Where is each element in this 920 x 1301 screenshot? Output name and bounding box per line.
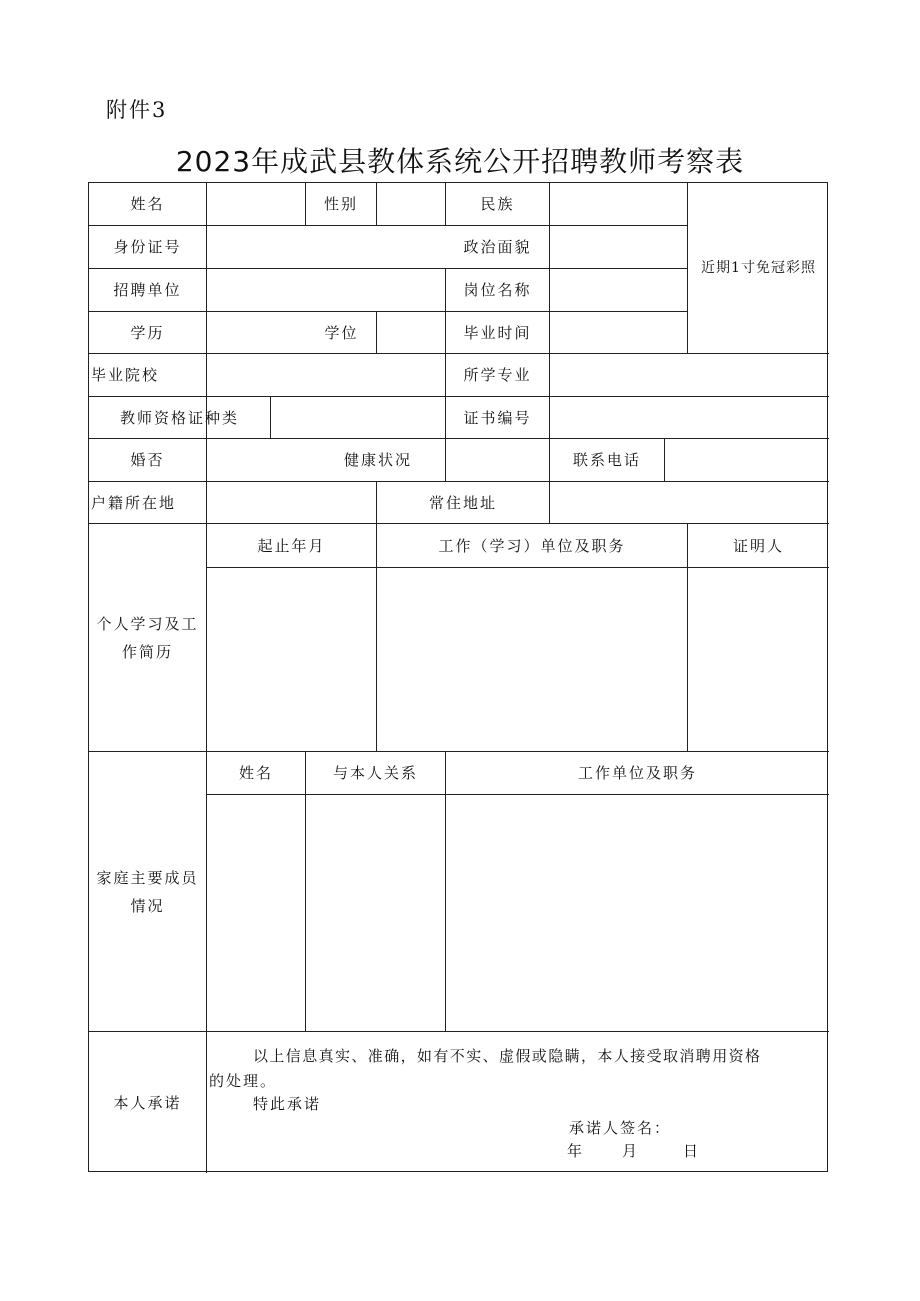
resume-label-line1: 个人学习及工 [96, 614, 199, 633]
promise-label: 本人承诺 [113, 1093, 182, 1112]
major-label: 所学专业 [463, 366, 532, 384]
degree-label: 学位 [324, 323, 359, 342]
attachment-label: 附件3 [106, 98, 168, 122]
address-label: 常住地址 [428, 493, 497, 512]
employer-field[interactable] [207, 269, 445, 311]
promise-text-line3: 特此承诺 [253, 1095, 322, 1113]
inspection-form [88, 182, 828, 1172]
family-unit-field[interactable] [446, 795, 829, 1031]
family-section-label [89, 752, 206, 1031]
family-unit-header: 工作单位及职务 [577, 764, 697, 782]
resume-section-label [89, 524, 206, 751]
gender-label: 性别 [323, 195, 358, 213]
ethnicity-label: 民族 [480, 195, 515, 213]
cert-number-field[interactable] [550, 397, 829, 438]
photo-placeholder: 近期1寸免冠彩照 [701, 260, 816, 276]
major-field[interactable] [550, 354, 829, 396]
date-year-label: 年 [567, 1142, 585, 1160]
gender-field[interactable] [377, 183, 445, 225]
marital-status-label: 婚否 [130, 451, 165, 469]
resume-period-field[interactable] [207, 568, 376, 751]
id-number-field[interactable] [207, 226, 445, 268]
marital-status-field[interactable] [207, 439, 297, 481]
graduate-school-label: 毕业院校 [91, 366, 160, 384]
political-status-label: 政治面貌 [463, 238, 532, 256]
family-name-header: 姓名 [238, 764, 273, 782]
name-label: 姓名 [130, 195, 165, 213]
post-name-field[interactable] [550, 269, 687, 311]
education-label: 学历 [130, 323, 165, 342]
family-label-line1: 家庭主要成员 [96, 868, 199, 887]
family-relation-field[interactable] [306, 795, 445, 1031]
date-day-label: 日 [683, 1142, 701, 1160]
resume-witness-header: 证明人 [732, 536, 784, 555]
teacher-cert-type-field[interactable] [271, 397, 445, 438]
address-field[interactable] [550, 482, 829, 523]
health-status-label: 健康状况 [343, 451, 412, 469]
family-name-field[interactable] [207, 795, 305, 1031]
resume-period-header: 起止年月 [257, 536, 326, 555]
promise-text-line2: 的处理。 [209, 1072, 278, 1090]
resume-label-line2: 作简历 [121, 642, 173, 661]
education-field[interactable] [207, 312, 267, 353]
signature-label: 承诺人签名： [569, 1119, 672, 1137]
post-name-label: 岗位名称 [463, 281, 532, 299]
degree-field[interactable] [377, 312, 445, 353]
graduation-time-field[interactable] [550, 312, 687, 353]
resume-unit-header: 工作（学习）单位及职务 [438, 536, 626, 555]
cert-number-label: 证书编号 [463, 408, 532, 427]
signature-field[interactable] [664, 1118, 814, 1142]
political-status-field[interactable] [550, 226, 687, 268]
graduate-school-field[interactable] [207, 354, 445, 396]
hukou-label: 户籍所在地 [91, 493, 177, 512]
name-field[interactable] [207, 183, 305, 225]
resume-witness-field[interactable] [688, 568, 829, 751]
employer-label: 招聘单位 [113, 281, 182, 299]
graduation-time-label: 毕业时间 [463, 323, 532, 342]
ethnicity-field[interactable] [550, 183, 687, 225]
family-label-line2: 情况 [130, 896, 165, 915]
phone-field[interactable] [665, 439, 829, 481]
resume-unit-field[interactable] [377, 568, 687, 751]
id-number-label: 身份证号 [113, 238, 182, 256]
date-month-label: 月 [622, 1142, 640, 1160]
phone-label: 联系电话 [572, 451, 641, 469]
family-relation-header: 与本人关系 [332, 764, 418, 782]
promise-text-line1: 以上信息真实、准确，如有不实、虚假或隐瞒，本人接受取消聘用资格 [253, 1047, 762, 1065]
health-status-field[interactable] [446, 439, 549, 481]
hukou-field[interactable] [207, 482, 376, 523]
teacher-cert-type-label: 教师资格证种类 [119, 408, 239, 427]
page-title: 2023年成武县教体系统公开招聘教师考察表 [175, 145, 745, 178]
